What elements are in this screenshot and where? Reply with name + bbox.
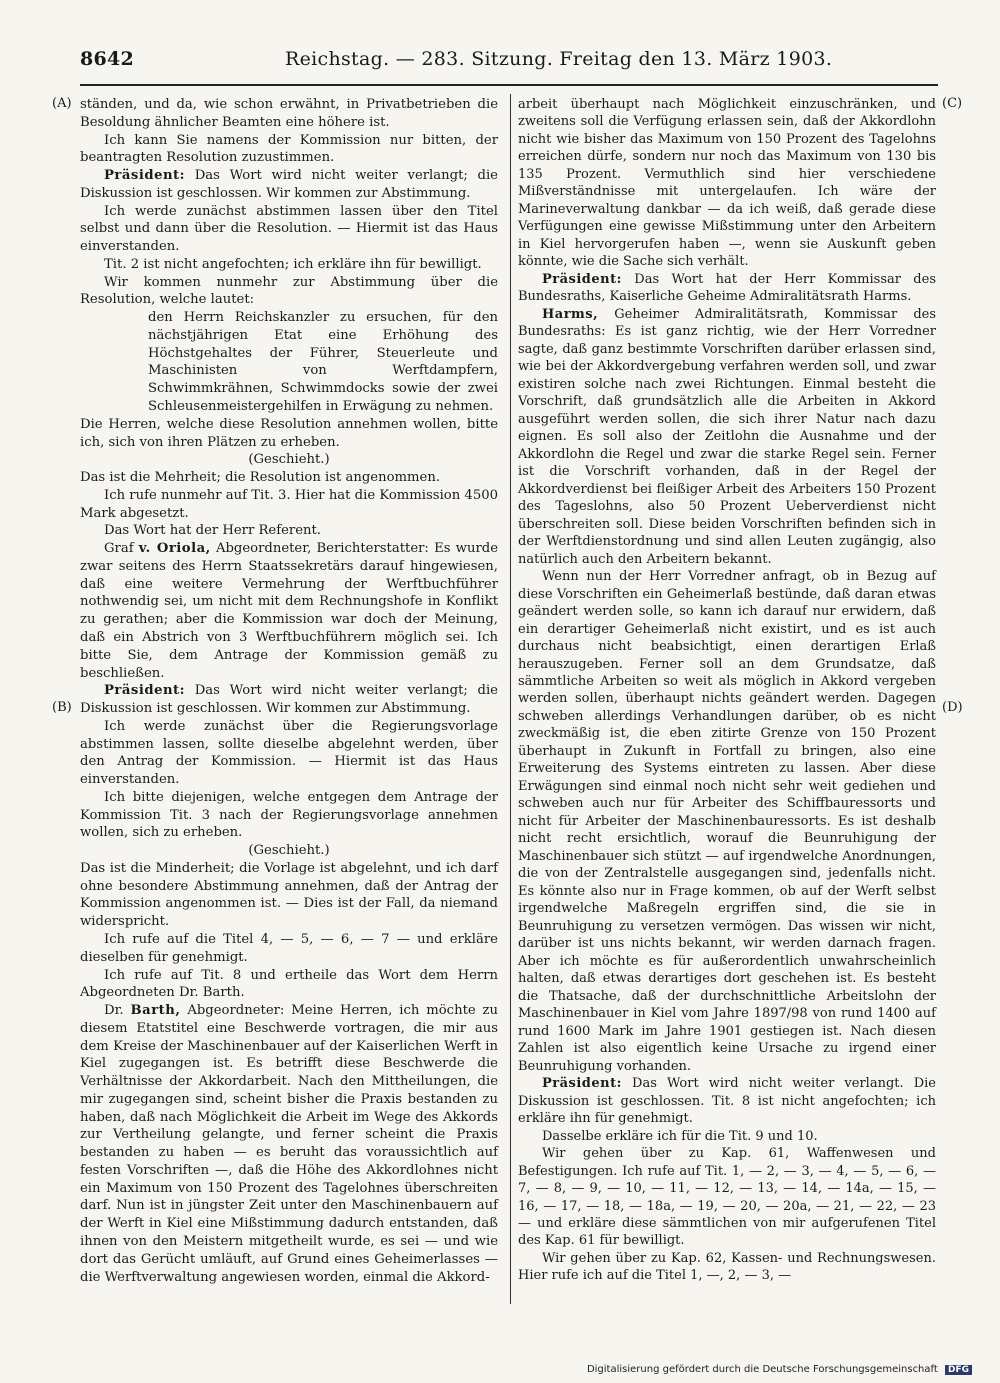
paragraph-text: Ich rufe nunmehr auf Tit. 3. Hier hat die Kommission 4500 Mark abgesetzt. <box>80 487 498 521</box>
paragraph-text: (Geschieht.) <box>248 843 330 859</box>
paragraph-text: Das ist die Minderheit; die Vorlage ist abgelehnt, und ich darf ohne besondere Abstimmung annehmen, daß der Antrag der Kommission angenommen ist. — Dies ist der Fall, da niemand widerspricht. <box>80 860 498 930</box>
paragraph <box>518 1128 936 1145</box>
paragraph <box>80 842 498 860</box>
paragraph-text: ständen, und da, wie schon erwähnt, in Privatbetrieben die Besoldung ähnlicher Beamten eine höhere ist. <box>80 97 498 130</box>
margin-marker-d: (D) <box>942 700 963 715</box>
paragraph <box>80 132 498 168</box>
margin-marker-b: (B) <box>52 700 72 715</box>
paragraph-text: Dasselbe erkläre ich für die Tit. 9 und 10. <box>542 1128 818 1144</box>
paragraph <box>518 271 936 306</box>
paragraph-text: Abgeordneter, Berichterstatter: Es wurde zwar seitens des Herrn Staatssekretärs darauf hingewiesen, daß eine weitere Vermehrung der Werftbuchführer nothwendig sei, um nicht mit dem Rechnungshofe in Konflikt zu gerathen; aber die Kommission war doch der Meinung, daß ein Abstrich von 3 Werftbuchführern möglich sei. Ich bitte Sie, dem Antrage der Kommission gemäß zu beschließen. <box>80 541 499 681</box>
paragraph-text: Wir gehen über zu Kap. 62, Kassen- und Rechnungswesen. Hier rufe ich auf die Titel 1, —, 2, — 3, — <box>518 1250 936 1284</box>
paragraph-text: Das Wort wird nicht weiter verlangt; die Diskussion ist geschlossen. Wir kommen zur Abstimmung. <box>80 683 498 717</box>
paragraph-text: Ich kann Sie namens der Kommission nur bitten, der beantragten Resolution zuzustimmen. <box>80 132 498 166</box>
paragraph <box>518 1250 936 1285</box>
paragraph-text: Das Wort wird nicht weiter verlangt. Die Diskussion ist geschlossen. Tit. 8 ist nicht angefochten; ich erkläre ihn für genehmigt. <box>518 1076 936 1127</box>
paragraph <box>518 1145 936 1250</box>
paragraph <box>80 860 498 931</box>
speaker-name: Präsident: <box>542 1076 622 1092</box>
paragraph <box>148 309 498 416</box>
paragraph-text: den Herrn Reichskanzler zu ersuchen, für den nächstjährigen Etat eine Erhöhung des Höchstgehaltes der Führer, Steuerleute und Maschinisten von Werftdampfern, Schwimmkrähnen, Schwimmdocks sowie der zwei Schleusenmeistergehilfen in Erwägung zu nehmen. <box>148 310 498 415</box>
paragraph <box>80 967 498 1003</box>
paragraph <box>80 416 498 452</box>
paragraph <box>518 568 936 1075</box>
paragraph-text: Ich bitte diejenigen, welche entgegen dem Antrage der Kommission Tit. 3 nach der Regierungsvorlage annehmen wollen, sich zu erheben. <box>80 789 498 841</box>
page-number: 8642 <box>80 48 135 70</box>
footer <box>587 1364 972 1375</box>
paragraph <box>518 306 936 568</box>
paragraph <box>518 1075 936 1127</box>
paragraph-text: Wir gehen über zu Kap. 61, Waffenwesen und Befestigungen. Ich rufe auf Tit. 1, — 2, — 3, — 4, — 5, — 6, — 7, — 8, — 9, — 10, — 11, — 12, — 13, — 14, — 14a, — 15, — 16, — 17, — 18, — 18a, — 19, — 20, — 20a, — 21, — 22, — 23 — und erkläre diese sämmtlichen von mir aufgerufenen Titel des Kap. 61 für bewilligt. <box>518 1146 936 1249</box>
paragraph <box>80 540 498 682</box>
paragraph <box>80 931 498 967</box>
margin-marker-c: (C) <box>942 96 963 111</box>
paragraph <box>80 1002 498 1286</box>
paragraph <box>80 718 498 789</box>
paragraph-text: Abgeordneter: Meine Herren, ich möchte zu diesem Etatstitel eine Beschwerde vortragen, die mir aus dem Kreise der Maschinenbauer auf der Kaiserlichen Werft in Kiel zugegangen ist. Es betrifft diese Beschwerde die Verhältnisse der Akkordarbeit. Nach den Mittheilungen, die mir zugegangen sind, scheint bisher die Praxis bestanden zu haben, daß nach Möglichkeit die Arbeit im Wege des Akkords zur Vertheilung gelangte, und ferner scheint die Praxis bestanden zu haben — es beruht das voraussichtlich auf festen Vorschriften —, daß die Höhe des Akkordlohnes nicht ein Maximum von 150 Prozent des Tagelohnes überschreiten darf. Nun ist in jüngster Zeit unter den Maschinenbauern auf der Werft in Kiel eine Mißstimmung dadurch entstanden, daß ihnen von den Meistern mitgetheilt wurde, es sei — und wie dort das Gerücht umläuft, auf Grund eines Geheimerlasses — die Werftverwaltung angewiesen worden, einmal die Akkord- <box>80 1003 498 1285</box>
left-column <box>80 96 498 1286</box>
paragraph-text: Das Wort hat der Herr Kommissar des Bundesraths, Kaiserliche Geheime Admiralitätsrath Harms. <box>518 271 936 305</box>
speaker-name: Präsident: <box>104 683 186 699</box>
paragraph <box>80 167 498 203</box>
paragraph-text: (Geschieht.) <box>248 452 330 468</box>
page-header <box>80 48 938 76</box>
paragraph <box>80 256 498 274</box>
paragraph <box>80 203 498 256</box>
running-title: Reichstag. — 283. Sitzung. Freitag den 13. März 1903. <box>285 48 833 70</box>
paragraph <box>80 274 498 310</box>
right-column <box>518 96 936 1285</box>
margin-marker-a: (A) <box>52 96 72 111</box>
paragraph <box>518 96 936 271</box>
speaker-name: Präsident: <box>542 271 622 287</box>
paragraph-text: Das Wort hat der Herr Referent. <box>104 523 321 539</box>
paragraph-text: Wenn nun der Herr Vorredner anfragt, ob in Bezug auf diese Vorschriften ein Geheimerlaß bestünde, daß daran etwas geändert werden solle, so kann ich darauf nur erwidern, daß ein derartiger Geheimerlaß nicht existirt, und es ist auch durchaus nicht beabsichtigt, einen derartigen Erlaß herauszugeben. Ferner soll an dem Grundsatze, daß sämmtliche Arbeiten so weit als möglich in Akkord vergeben werden sollen, überhaupt nichts geändert werden. Dagegen schweben allerdings Verhandlungen darüber, ob es nicht zweckmäßig ist, die eben zitirte Grenze von 150 Prozent überhaupt in Zukunft in Fortfall zu bringen, also eine Erweiterung des Systems eintreten zu lassen. Aber diese Erwägungen sind einmal noch nicht sehr weit gediehen und schweben auch nur für Arbeiter des Schiffbauressorts und nicht für Arbeiter der Maschinenbauressorts. Es ist deshalb nicht recht ersichtlich, worauf die Beunruhigung der Maschinenbauer sich stützt — auf irgendwelche Anordnungen, die von der Zentralstelle ausgegangen sind, jedenfalls nicht. Es könnte also nur in Frage kommen, ob auf der Werft selbst irgendwelche Maßregeln ergriffen sind, die sie in Beunruhigung zu versetzen vermögen. Das wissen wir nicht, darüber ist uns nichts bekannt, wir werden darnach fragen. Aber ich möchte es für außerordentlich unwahrscheinlich halten, daß etwas derartiges dort geschehen ist. Es besteht die Thatsache, daß der durchschnittliche Arbeitslohn der Maschinenbauer in Kiel vom Jahre 1897/98 von rund 1400 auf rund 1600 Mark im Jahre 1901 gestiegen ist. Nach diesen Zahlen ist also eigentlich keine Ursache zu irgend einer Beunruhigung vorhanden. <box>518 569 936 1074</box>
paragraph-text: Das ist die Mehrheit; die Resolution ist angenommen. <box>80 470 441 486</box>
paragraph-text: Die Herren, welche diese Resolution annehmen wollen, bitte ich, sich von ihren Plätzen zu erheben. <box>80 416 498 450</box>
speaker-name: v. Oriola, <box>138 541 211 557</box>
paragraph <box>80 96 498 132</box>
paragraph <box>80 487 498 523</box>
paragraph-text: arbeit überhaupt nach Möglichkeit einzuschränken, und zweitens soll die Verfügung erlassen sein, daß der Akkordlohn nicht wie bisher das Maximum von 150 Prozent des Tagelohns erreichen dürfe, sondern nur noch das Maximum von 130 bis 135 Prozent. Vermuthlich sind hier verschiedene Mißverständnisse mit untergelaufen. Ich wäre der Marineverwaltung dankbar — da ich weiß, daß gerade diese Verfügungen eine gewisse Mißstimmung unter den Arbeitern in Kiel hervorgerufen haben —, wenn sie Auskunft geben könnte, wie die Sache sich verhält. <box>518 97 936 270</box>
speaker-name: Barth, <box>130 1003 181 1019</box>
paragraph-text: Wir kommen nunmehr zur Abstimmung über die Resolution, welche lautet: <box>80 274 498 308</box>
paragraph <box>80 522 498 540</box>
header-rule <box>80 84 938 86</box>
dfg-logo: DFG <box>945 1365 972 1375</box>
paragraph-text: Ich werde zunächst abstimmen lassen über den Titel selbst und dann über die Resolution. — Hiermit ist das Haus einverstanden. <box>80 203 498 255</box>
speaker-name: Harms, <box>542 306 599 322</box>
paragraph-text: Geheimer Admiralitätsrath, Kommissar des Bundesraths: Es ist ganz richtig, wie der Herr Vorredner sagte, daß ganz bestimmte Vorschriften darüber erlassen sind, wie bei der Akkordvergebung verfahren werden soll, und zwar existiren solche nach zwei Richtungen. Einmal besteht die Vorschrift, daß grundsätzlich alle die Arbeiten in Akkord ausgeführt werden sollen, die sich ihrer Natur nach dazu eignen. Es soll also der Zeitlohn die Ausnahme und der Akkordlohn die Regel und zwar die starke Regel sein. Ferner ist die Vorschrift vorhanden, daß in der Regel der Akkordverdienst bei fleißiger Arbeit des Arbeiters 150 Prozent des Tageslohns, also 50 Prozent Ueberverdienst nicht überschreiten soll. Diese beiden Vorschriften befinden sich in der Werftdienstordnung und sind allen Leuten zugängig, also natürlich auch den Arbeitern bekannt. <box>518 306 937 567</box>
paragraph <box>80 451 498 469</box>
paragraph-text: Tit. 2 ist nicht angefochten; ich erkläre ihn für bewilligt. <box>104 256 482 272</box>
speaker-prefix: Graf <box>104 541 139 557</box>
paragraph <box>80 469 498 487</box>
paragraph-text: Ich rufe auf die Titel 4, — 5, — 6, — 7 — und erkläre dieselben für genehmigt. <box>80 931 498 965</box>
paragraph <box>80 682 498 718</box>
paragraph-text: Ich werde zunächst über die Regierungsvorlage abstimmen lassen, sollte dieselbe abgelehnt werden, über den Antrag der Kommission. — Hiermit ist das Haus einverstanden. <box>80 718 498 788</box>
paragraph-text: Ich rufe auf Tit. 8 und ertheile das Wort dem Herrn Abgeordneten Dr. Barth. <box>80 967 498 1001</box>
speaker-prefix: Dr. <box>104 1003 131 1019</box>
paragraph <box>80 789 498 842</box>
speaker-name: Präsident: <box>104 168 186 184</box>
paragraph-text: Das Wort wird nicht weiter verlangt; die Diskussion ist geschlossen. Wir kommen zur Abstimmung. <box>80 168 498 201</box>
column-divider <box>510 94 511 1304</box>
footer-credit: Digitalisierung gefördert durch die Deutsche Forschungsgemeinschaft <box>586 1364 938 1375</box>
